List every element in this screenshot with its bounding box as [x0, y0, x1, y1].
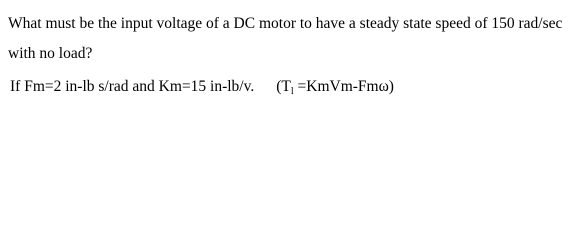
- given-values-line: [10, 78, 394, 96]
- question-text-block: [0, 0, 581, 108]
- given-parameters: If Fm=2 in-lb s/rad and Km=15 in-lb/v.: [10, 78, 255, 95]
- question-line-1: What must be the input voltage of a DC motor to have a steady state speed of 150 rad/sec: [8, 15, 563, 32]
- formula-rest: =KmVm-Fmω): [293, 78, 394, 95]
- formula-subscript: l: [290, 86, 294, 97]
- torque-formula: [276, 78, 394, 96]
- question-line-2: with no load?: [8, 45, 93, 62]
- formula-open: (T: [276, 78, 291, 95]
